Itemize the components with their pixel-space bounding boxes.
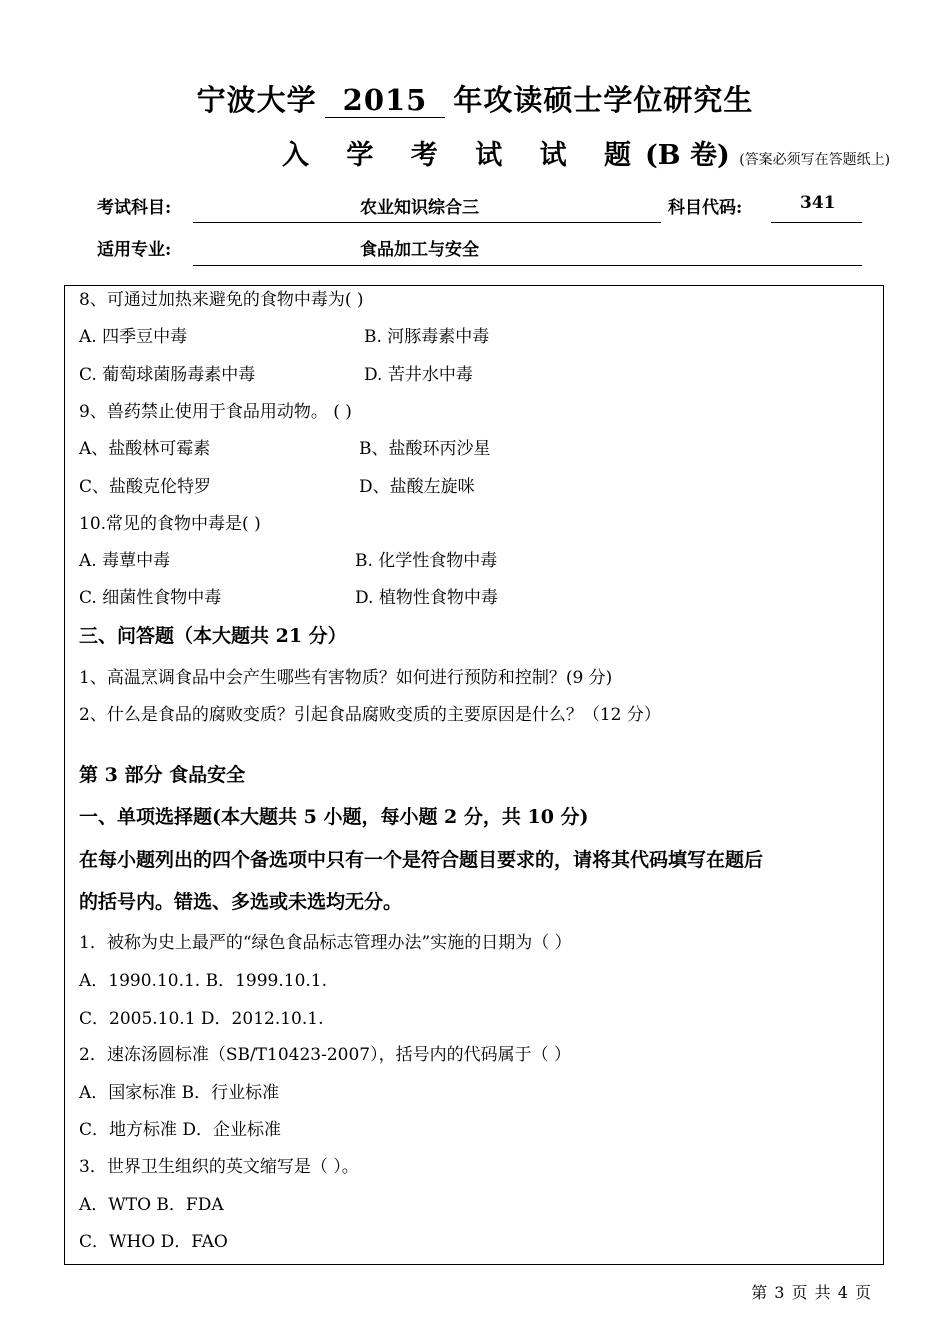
subject-underline xyxy=(193,222,661,223)
s1-stem: 1．被称为史上最严的“绿色食品标志管理办法”实施的日期为（ ） xyxy=(79,933,572,953)
s3-options-cd: C．WHO D．FAO xyxy=(79,1232,228,1252)
q9-option-c: C、盐酸克伦特罗 xyxy=(79,477,212,497)
paper-label: (B 卷) xyxy=(645,140,730,171)
major-label: 适用专业: xyxy=(97,240,172,260)
title-year: 2015 xyxy=(325,83,446,118)
s3-stem: 3．世界卫生组织的英文缩写是（ ）。 xyxy=(79,1157,359,1177)
s2-options-cd: C．地方标准 D．企业标准 xyxy=(79,1120,282,1140)
qa-question-2: 2、什么是食品的腐败变质？引起食品腐败变质的主要原因是什么？（12 分） xyxy=(79,705,661,725)
q10-option-c: C. 细菌性食物中毒 xyxy=(79,588,222,608)
s3-options-ab: A．WTO B．FDA xyxy=(79,1195,224,1215)
s2-options-ab: A．国家标准 B．行业标准 xyxy=(79,1083,280,1103)
q10-option-d: D. 植物性食物中毒 xyxy=(355,588,498,608)
q9-option-d: D、盐酸左旋咪 xyxy=(359,477,475,497)
page-number: 第 3 页 共 4 页 xyxy=(751,1283,872,1302)
major-value: 食品加工与安全 xyxy=(360,240,479,260)
q8-option-d: D. 苦井水中毒 xyxy=(364,365,473,385)
instruction-line-1: 在每小题列出的四个备选项中只有一个是符合题目要求的，请将其代码填写在题后 xyxy=(79,849,764,871)
answer-note: (答案必须写在答题纸上) xyxy=(739,152,891,168)
exam-subtitle xyxy=(282,133,890,172)
q8-option-b: B. 河豚毒素中毒 xyxy=(364,327,490,347)
title-school: 宁波大学 xyxy=(196,83,317,117)
subtitle-text: 入 学 考 试 试 题 xyxy=(282,140,645,171)
single-choice-title: 一、单项选择题(本大题共 5 小题，每小题 2 分，共 10 分) xyxy=(79,806,589,828)
q10-option-a: A. 毒蕈中毒 xyxy=(79,551,171,571)
q10-stem: 10.常见的食物中毒是( ) xyxy=(79,514,261,534)
subject-value: 农业知识综合三 xyxy=(360,198,479,218)
code-value: 341 xyxy=(800,193,836,213)
qa-question-1: 1、高温烹调食品中会产生哪些有害物质？如何进行预防和控制？(9 分) xyxy=(79,668,613,688)
s1-options-ab: A．1990.10.1. B．1999.10.1. xyxy=(79,971,328,991)
q8-option-c: C. 葡萄球菌肠毒素中毒 xyxy=(79,365,256,385)
q8-stem: 8、可通过加热来避免的食物中毒为( ) xyxy=(79,290,364,310)
q10-option-b: B. 化学性食物中毒 xyxy=(355,551,498,571)
q9-option-b: B、盐酸环丙沙星 xyxy=(359,439,491,459)
s2-stem: 2．速冻汤圆标准（SB/T10423-2007），括号内的代码属于（ ） xyxy=(79,1045,572,1065)
subject-label: 考试科目: xyxy=(97,198,172,218)
part3-title: 第 3 部分 食品安全 xyxy=(79,764,246,786)
instruction-line-2: 的括号内。错选、多选或未选均无分。 xyxy=(79,891,403,913)
code-underline xyxy=(771,222,862,223)
s1-options-cd: C．2005.10.1 D．2012.10.1. xyxy=(79,1009,324,1029)
q9-stem: 9、兽药禁止使用于食品用动物。 ( ) xyxy=(79,402,352,422)
section3-title: 三、问答题（本大题共 21 分） xyxy=(79,625,347,647)
code-label: 科目代码: xyxy=(668,198,743,218)
q8-option-a: A. 四季豆中毒 xyxy=(79,327,188,347)
major-underline xyxy=(193,265,862,266)
title-rest: 年攻读硕士学位研究生 xyxy=(453,83,754,117)
q9-option-a: A、盐酸林可霉素 xyxy=(79,439,211,459)
exam-title xyxy=(0,78,950,119)
